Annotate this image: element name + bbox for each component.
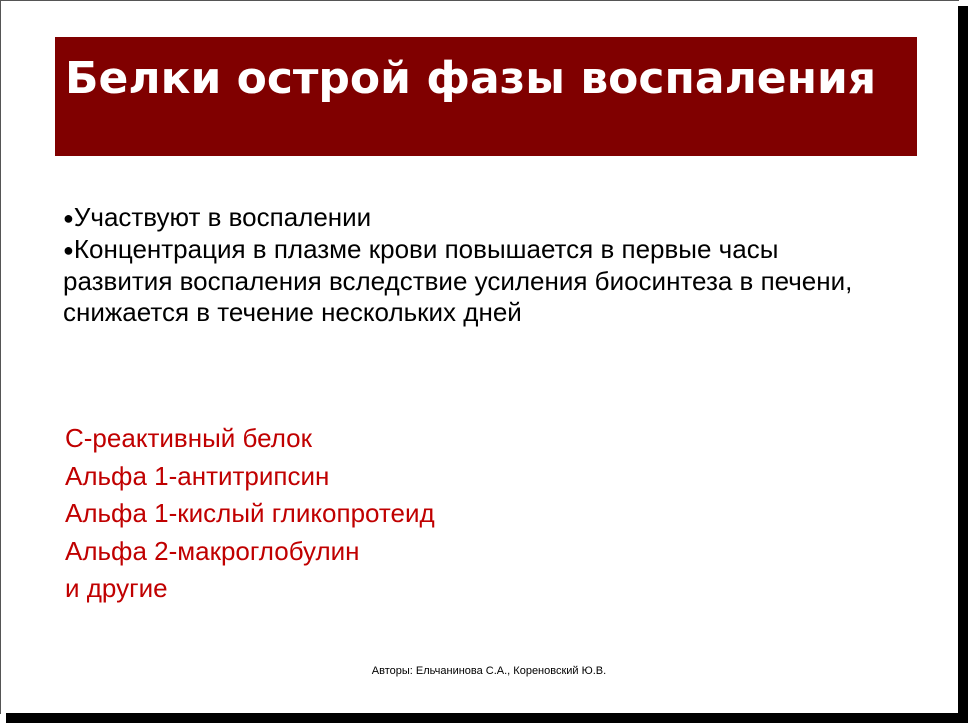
authors-footer: Авторы: Ельчанинова С.А., Кореновский Ю.В.: [371, 665, 607, 677]
slide-shadow-bottom: [6, 713, 968, 723]
bullet-item: [63, 202, 893, 234]
protein-item: Альфа 2-макроглобулин: [65, 535, 360, 566]
protein-item: Альфа 1-кислый гликопротеид: [65, 498, 435, 528]
bullet-dot-icon: ●: [63, 208, 74, 228]
title-bar: [55, 37, 917, 156]
slide-title: Белки острой фазы воспаления: [65, 53, 877, 104]
bullet-dot-icon: ●: [63, 240, 74, 260]
protein-item: С-реактивный белок: [65, 423, 313, 453]
bullet-list: [63, 202, 893, 328]
slide-shadow-right: [958, 6, 968, 723]
protein-list: [65, 420, 435, 608]
protein-item: Альфа 1-антитрипсин: [65, 460, 330, 491]
protein-item: и другие: [65, 573, 168, 603]
bullet-text: Концентрация в плазме крови повышается в первые часы развития воспаления вследствие усиления биосинтеза в печени, снижается в течение нескольких дней: [63, 234, 853, 327]
bullet-item: [63, 234, 893, 328]
bullet-text: Участвуют в воспалении: [73, 202, 372, 232]
